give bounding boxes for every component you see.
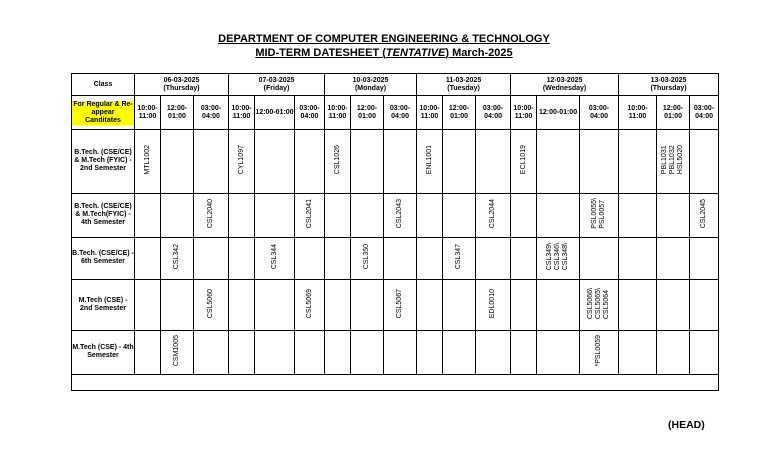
exam-cell — [161, 193, 194, 237]
class-label: M.Tech (CSE) - 4th Semester — [72, 331, 135, 375]
class-row — [72, 193, 719, 237]
exam-cell — [295, 129, 325, 193]
class-label: M.Tech (CSE) - 2nd Semester — [72, 280, 135, 331]
class-row — [72, 331, 719, 375]
department-title: DEPARTMENT OF COMPUTER ENGINEERING & TECHNOLOGY — [218, 33, 550, 45]
day-text: (Monday) — [354, 84, 387, 92]
blank-row — [72, 374, 719, 390]
exam-cell — [690, 280, 719, 331]
exam-cell — [351, 237, 384, 280]
course-code: *PSL0059 — [595, 335, 603, 367]
course-code: CSL350 — [363, 244, 371, 270]
exam-cell — [351, 193, 384, 237]
exam-cell — [351, 280, 384, 331]
date-header-row — [72, 74, 719, 96]
exam-cell — [229, 280, 255, 331]
exam-cell — [161, 331, 194, 375]
exam-cell — [325, 280, 351, 331]
exam-cell — [511, 193, 537, 237]
exam-cell — [443, 331, 476, 375]
exam-cell — [325, 129, 351, 193]
exam-cell — [690, 331, 719, 375]
exam-cell — [255, 193, 295, 237]
date-header — [511, 74, 619, 96]
exam-cell — [690, 129, 719, 193]
exam-cell — [443, 129, 476, 193]
date-header — [619, 74, 719, 96]
exam-cell — [295, 237, 325, 280]
exam-cell — [194, 280, 229, 331]
time-slot-header: 12:00-01:00 — [351, 96, 384, 130]
exam-cell — [194, 331, 229, 375]
day-text: (Thursday) — [163, 84, 200, 92]
exam-cell — [657, 280, 690, 331]
exam-cell — [417, 280, 443, 331]
exam-cell — [511, 129, 537, 193]
exam-cell — [135, 129, 161, 193]
time-slot-header: 10:00-11:00 — [325, 96, 351, 130]
course-code: CSL2043 — [396, 199, 404, 229]
course-code: MTL1002 — [143, 145, 151, 175]
exam-cell — [255, 331, 295, 375]
exam-cell — [619, 129, 657, 193]
exam-cell — [476, 129, 511, 193]
date-text: 13-03-2025 — [650, 76, 687, 84]
exam-cell — [325, 237, 351, 280]
exam-cell — [580, 129, 619, 193]
date-text: 06-03-2025 — [163, 76, 200, 84]
datesheet-title — [0, 47, 768, 59]
exam-cell — [476, 280, 511, 331]
exam-cell — [619, 280, 657, 331]
exam-cell — [657, 237, 690, 280]
day-text: (Friday) — [263, 84, 290, 92]
exam-cell — [325, 331, 351, 375]
time-slot-header: 10:00-11:00 — [135, 96, 161, 130]
exam-cell — [384, 331, 417, 375]
regular-reappear-highlight: For Regular & Re-appear Canditates — [73, 100, 133, 124]
exam-cell — [229, 237, 255, 280]
exam-cell — [619, 193, 657, 237]
exam-cell — [657, 129, 690, 193]
exam-cell — [325, 193, 351, 237]
date-header — [135, 74, 229, 96]
course-code: CSM1005 — [173, 335, 180, 367]
exam-cell — [657, 193, 690, 237]
course-code: CSL5069 — [305, 289, 313, 319]
time-slot-header: 12:00-01:00 — [161, 96, 194, 130]
exam-cell — [476, 331, 511, 375]
course-code: CSL5060 — [207, 289, 214, 319]
slot-header-row — [72, 96, 719, 130]
course-code: CSL2045 — [700, 199, 708, 229]
time-slot-header: 10:00-11:00 — [511, 96, 537, 130]
exam-cell — [690, 193, 719, 237]
course-code: CSL5066\ CSL5065\ CSL5064 — [587, 288, 611, 320]
exam-cell — [161, 237, 194, 280]
exam-cell — [229, 193, 255, 237]
time-slot-header: 12:00-01:00 — [255, 96, 295, 130]
datesheet-title-prefix: MID-TERM DATESHEET ( — [255, 47, 386, 59]
exam-cell — [384, 237, 417, 280]
exam-cell — [511, 237, 537, 280]
regular-reappear-label — [72, 96, 135, 130]
date-text: 12-03-2025 — [546, 76, 583, 84]
exam-cell — [161, 280, 194, 331]
exam-cell — [351, 331, 384, 375]
tentative-label: TENTATIVE — [385, 47, 446, 59]
course-code: CSL2041 — [305, 199, 313, 229]
exam-cell — [511, 280, 537, 331]
course-code: CSL2040 — [207, 199, 214, 229]
exam-cell — [417, 193, 443, 237]
exam-cell — [537, 129, 580, 193]
exam-cell — [580, 237, 619, 280]
exam-cell — [657, 331, 690, 375]
exam-cell — [537, 280, 580, 331]
date-header — [325, 74, 417, 96]
course-code: CSL2044 — [489, 199, 497, 229]
course-code: PSL0055\ PSL0057 — [591, 198, 607, 230]
exam-cell — [255, 129, 295, 193]
class-row — [72, 280, 719, 331]
exam-cell — [417, 237, 443, 280]
time-slot-header: 03:00-04:00 — [384, 96, 417, 130]
date-header — [417, 74, 511, 96]
exam-cell — [537, 331, 580, 375]
exam-cell — [255, 237, 295, 280]
exam-cell — [229, 331, 255, 375]
time-slot-header: 12:00-01:00 — [657, 96, 690, 130]
date-header — [229, 74, 325, 96]
exam-cell — [135, 331, 161, 375]
day-text: (Thursday) — [650, 84, 687, 92]
class-label: B.Tech. (CSE/CE) & M.Tech(FYIC) - 4th Semester — [72, 193, 135, 237]
exam-cell — [135, 237, 161, 280]
exam-cell — [476, 237, 511, 280]
exam-cell — [690, 237, 719, 280]
exam-cell — [194, 129, 229, 193]
exam-cell — [194, 193, 229, 237]
exam-cell — [295, 280, 325, 331]
course-code: ENL1001 — [425, 145, 433, 175]
course-code: CYL1097 — [237, 145, 245, 175]
time-slot-header: 03:00-04:00 — [476, 96, 511, 130]
course-code: CSL342 — [173, 244, 180, 270]
course-code: CSL347 — [455, 244, 463, 270]
class-row — [72, 129, 719, 193]
exam-cell — [161, 129, 194, 193]
exam-cell — [443, 193, 476, 237]
course-code: CSL1026 — [333, 145, 341, 175]
date-text: 11-03-2025 — [445, 76, 482, 84]
exam-cell — [443, 280, 476, 331]
exam-cell — [443, 237, 476, 280]
exam-cell — [537, 237, 580, 280]
date-text: 07-03-2025 — [258, 76, 295, 84]
class-header: Class — [72, 74, 135, 96]
time-slot-header: 03:00-04:00 — [194, 96, 229, 130]
exam-cell — [417, 129, 443, 193]
exam-cell — [229, 129, 255, 193]
exam-cell — [351, 129, 384, 193]
course-code: PBL1031 PBL1032 HSL5020 — [661, 145, 685, 175]
exam-cell — [135, 193, 161, 237]
exam-cell — [295, 331, 325, 375]
blank-cell — [72, 374, 719, 390]
exam-cell — [580, 331, 619, 375]
course-code: CSL5067 — [396, 289, 404, 319]
class-label: B.Tech. (CSE/CE) & M.Tech (FYIC) - 2nd Semester — [72, 129, 135, 193]
course-code: ECL1019 — [519, 145, 527, 175]
time-slot-header: 10:00-11:00 — [417, 96, 443, 130]
exam-cell — [619, 331, 657, 375]
exam-cell — [255, 280, 295, 331]
course-code: CSL349\ CSL346\ CSL348\ — [546, 243, 570, 271]
head-signature: (HEAD) — [668, 419, 705, 431]
exam-cell — [580, 280, 619, 331]
course-code: CSL344 — [270, 244, 278, 270]
exam-cell — [194, 237, 229, 280]
exam-cell — [511, 331, 537, 375]
time-slot-header: 03:00-04:00 — [295, 96, 325, 130]
datesheet-table — [71, 73, 719, 391]
day-text: (Wednesday) — [542, 84, 587, 92]
exam-cell — [476, 193, 511, 237]
exam-cell — [619, 237, 657, 280]
exam-cell — [295, 193, 325, 237]
class-label: B.Tech. (CSE/CE) - 6th Semester — [72, 237, 135, 280]
time-slot-header: 12:00-01:00 — [443, 96, 476, 130]
exam-cell — [417, 331, 443, 375]
time-slot-header: 10:00-11:00 — [229, 96, 255, 130]
exam-cell — [384, 280, 417, 331]
course-code: EDL0010 — [489, 289, 497, 319]
datesheet-title-suffix: ) March-2025 — [445, 47, 513, 59]
exam-cell — [135, 280, 161, 331]
class-row — [72, 237, 719, 280]
day-text: (Tuesday) — [447, 84, 480, 92]
exam-cell — [580, 193, 619, 237]
time-slot-header: 03:00-04:00 — [690, 96, 719, 130]
exam-cell — [537, 193, 580, 237]
exam-cell — [384, 129, 417, 193]
time-slot-header: 12:00-01:00 — [537, 96, 580, 130]
exam-cell — [384, 193, 417, 237]
date-text: 10-03-2025 — [352, 76, 389, 84]
time-slot-header: 10:00-11:00 — [619, 96, 657, 130]
time-slot-header: 03:00-04:00 — [580, 96, 619, 130]
